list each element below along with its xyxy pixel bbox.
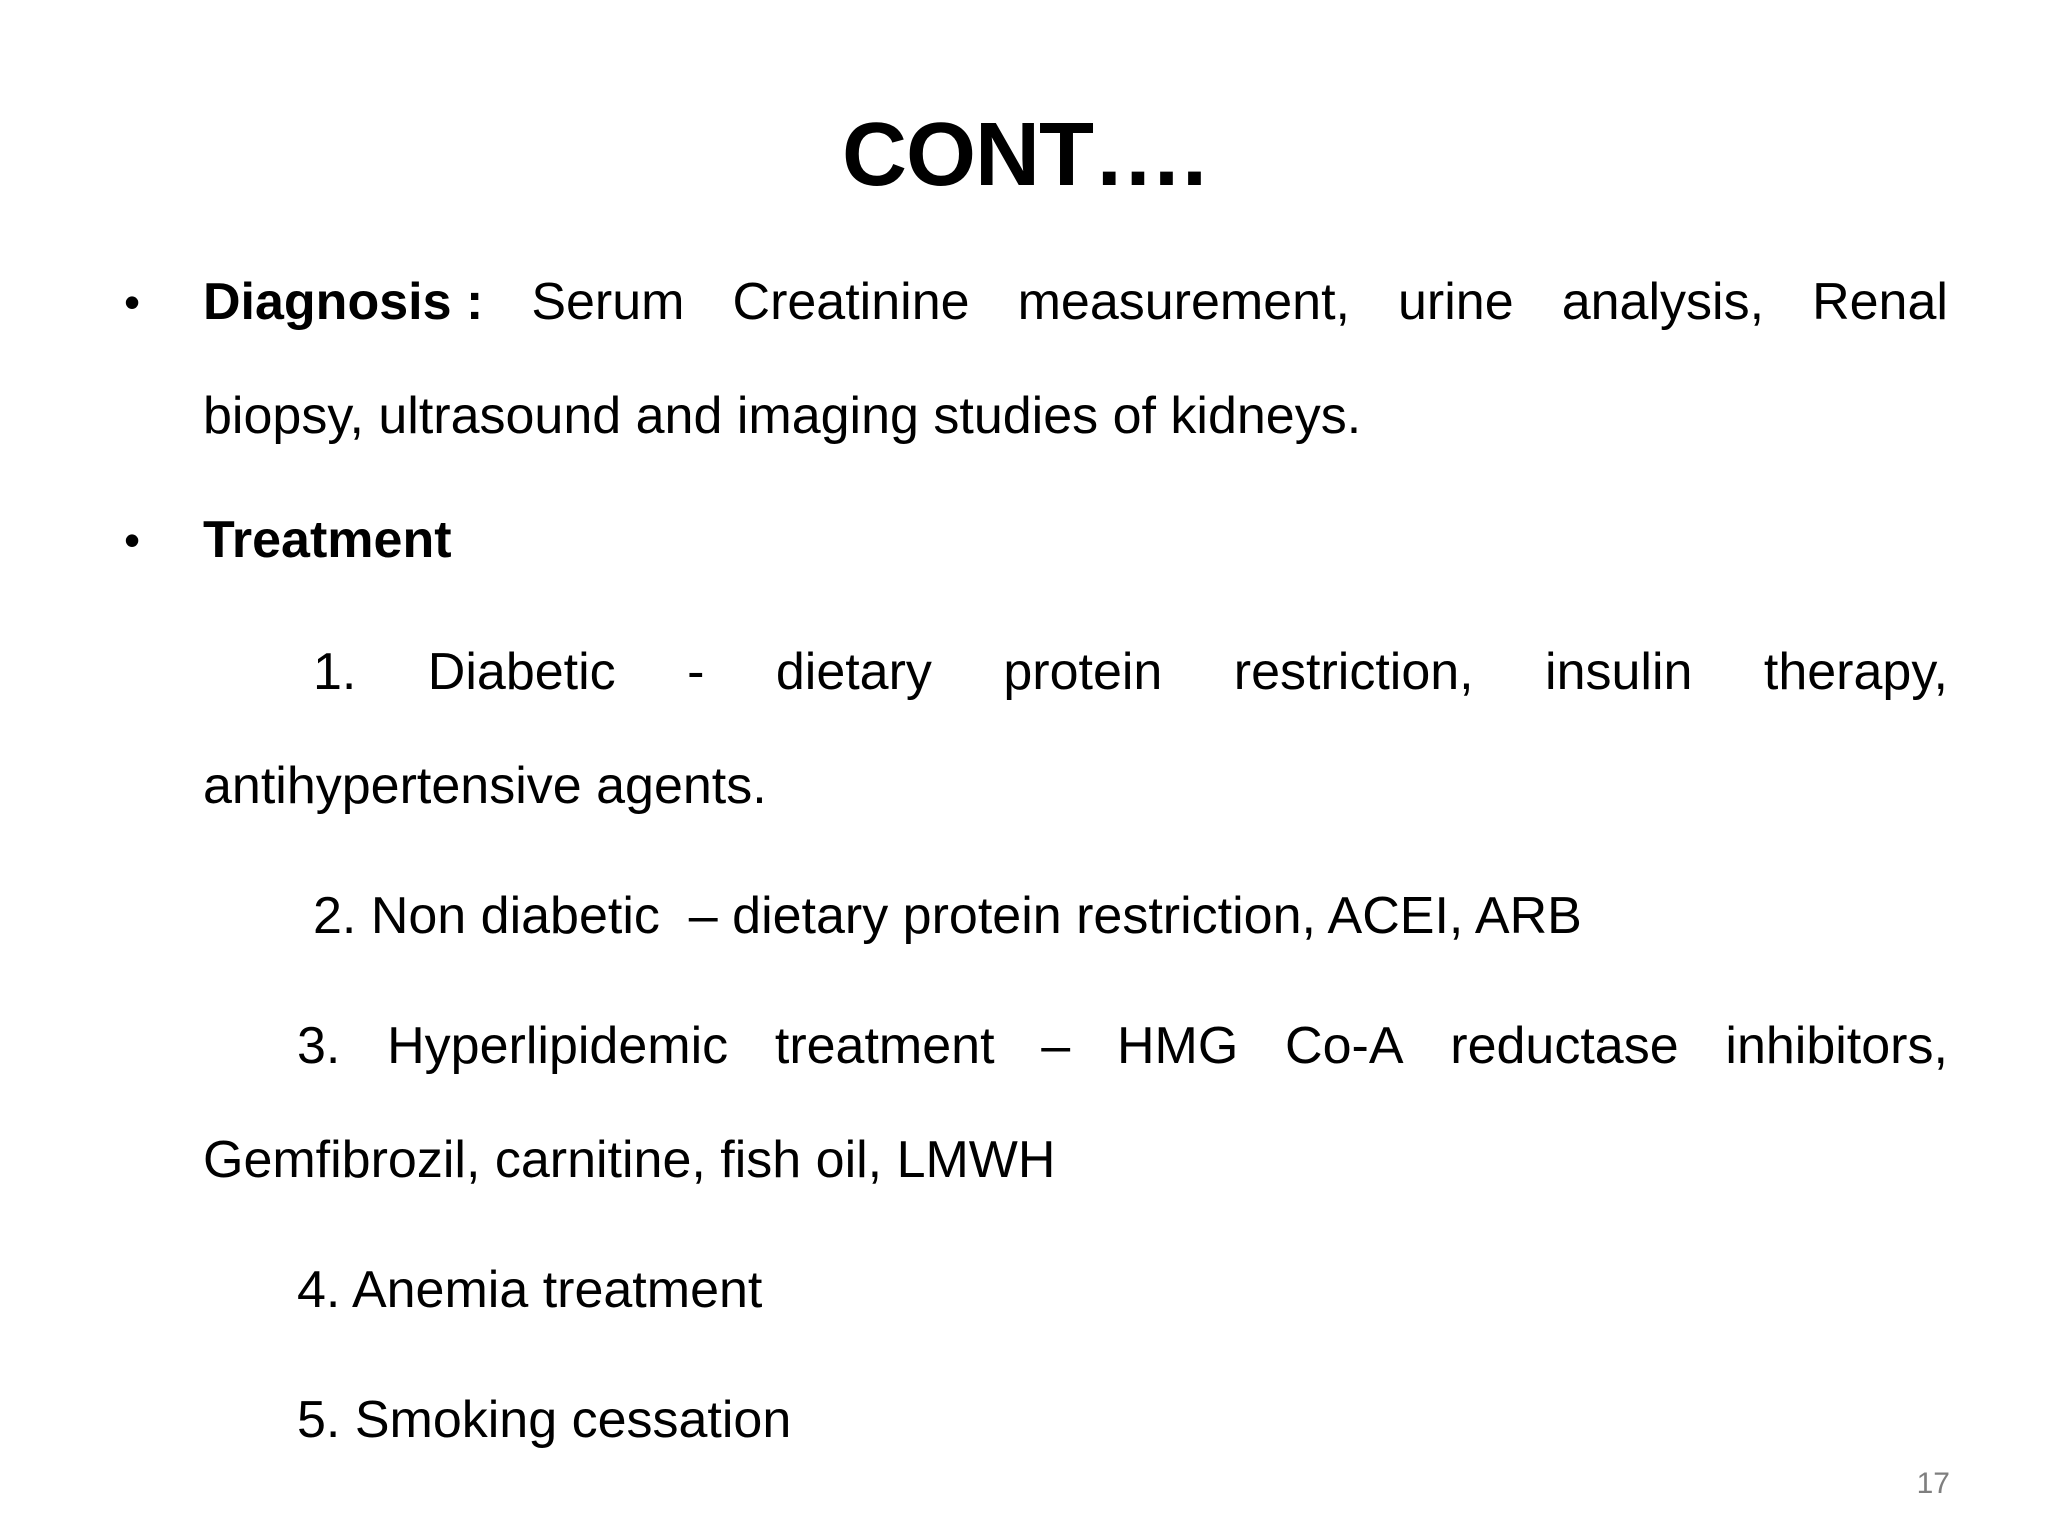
slide-title: CONT…. xyxy=(842,105,1206,205)
bullet-treatment: • xyxy=(124,514,141,566)
diagnosis-label: Diagnosis : xyxy=(203,273,484,331)
diagnosis-word: measurement, xyxy=(1017,273,1350,331)
treatment-item-3-line-2: Gemfibrozil, carnitine, fish oil, LMWH xyxy=(203,1131,1056,1189)
treatment-item-1-line-1 xyxy=(313,640,1948,704)
treatment-item-4: 4. Anemia treatment xyxy=(297,1261,763,1319)
item1-word: 1. xyxy=(313,643,357,701)
item3-word: Co-A xyxy=(1285,1017,1404,1075)
item3-word: reductase xyxy=(1450,1017,1679,1075)
diagnosis-word: Creatinine xyxy=(732,273,970,331)
diagnosis-word: Renal xyxy=(1812,273,1948,331)
item1-word: restriction, xyxy=(1233,643,1474,701)
diagnosis-line-1 xyxy=(203,270,1948,334)
treatment-label: Treatment xyxy=(203,511,452,569)
item3-word: – xyxy=(1041,1017,1071,1075)
treatment-item-2: 2. Non diabetic – dietary protein restriction, ACEI, ARB xyxy=(313,887,1582,945)
diagnosis-line-2: biopsy, ultrasound and imaging studies of kidneys. xyxy=(203,387,1362,445)
item3-word: treatment xyxy=(774,1017,995,1075)
item3-word: HMG xyxy=(1116,1017,1239,1075)
item3-word: inhibitors, xyxy=(1725,1017,1948,1075)
treatment-item-1-line-2: antihypertensive agents. xyxy=(203,757,767,815)
item1-word: Diabetic xyxy=(427,643,616,701)
diagnosis-word: analysis, xyxy=(1561,273,1765,331)
diagnosis-word: Serum xyxy=(531,273,685,331)
treatment-item-5: 5. Smoking cessation xyxy=(297,1391,792,1449)
treatment-item-3-line-1 xyxy=(297,1014,1948,1078)
item3-word: 3. xyxy=(297,1017,341,1075)
diagnosis-word: urine xyxy=(1398,273,1514,331)
item3-word: Hyperlipidemic xyxy=(387,1017,729,1075)
page-number: 17 xyxy=(1916,1467,1950,1500)
bullet-diagnosis: • xyxy=(124,276,141,328)
item1-word: - xyxy=(687,643,705,701)
item1-word: protein xyxy=(1003,643,1163,701)
item1-word: dietary xyxy=(775,643,932,701)
item1-word: insulin xyxy=(1545,643,1693,701)
item1-word: therapy, xyxy=(1763,643,1948,701)
